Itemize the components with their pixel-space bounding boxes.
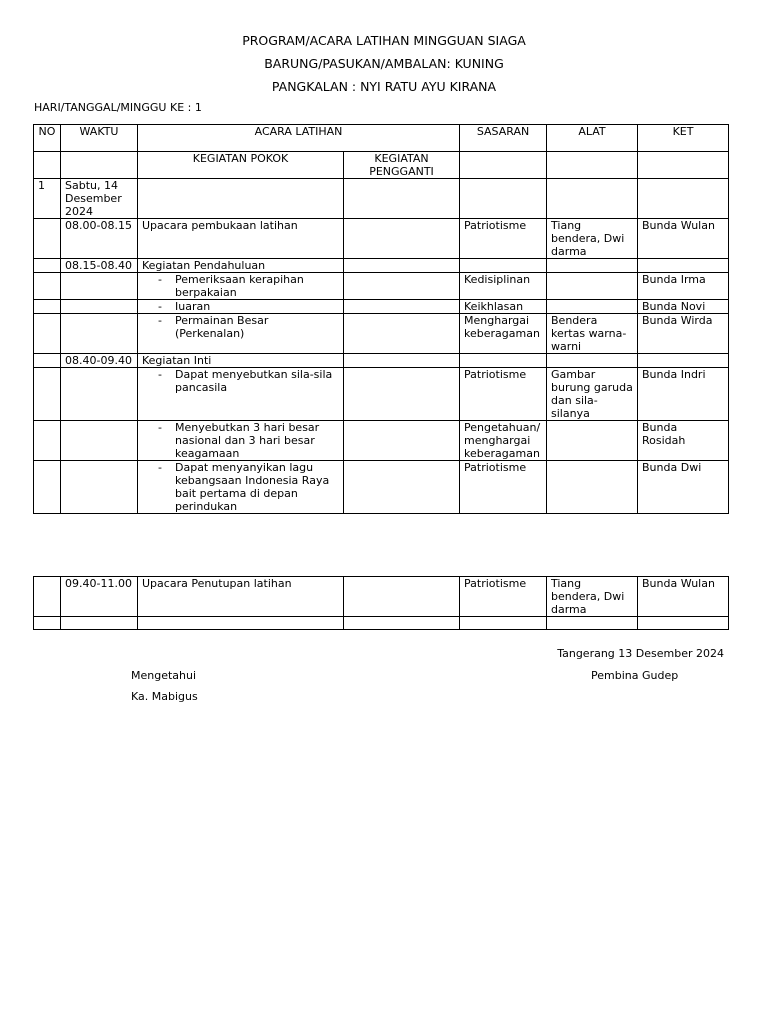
- cell-no: [34, 577, 61, 617]
- cell-ket: Bunda Irma: [638, 273, 729, 300]
- cell-pokok: [138, 273, 344, 300]
- cell-sasaran: [460, 354, 547, 368]
- pembina-label: Pembina Gudep: [591, 669, 679, 682]
- cell-no: 1: [34, 179, 61, 219]
- cell-pengganti: [344, 421, 460, 461]
- document-title: PROGRAM/ACARA LATIHAN MINGGUAN SIAGA: [242, 33, 526, 48]
- table-body: [34, 179, 729, 514]
- place-date: Tangerang 13 Desember 2024: [557, 647, 724, 660]
- table-row: [34, 421, 729, 461]
- cell-alat: [547, 354, 638, 368]
- bullet-dash: -: [158, 421, 162, 434]
- cell-pengganti: [344, 259, 460, 273]
- document-subtitle-base: PANGKALAN : NYI RATU AYU KIRANA: [271, 79, 497, 94]
- header-kegiatan-pengganti: KEGIATAN PENGGANTI: [344, 152, 460, 179]
- cell-waktu: [61, 421, 138, 461]
- bullet-dash: -: [158, 273, 162, 286]
- cell-pengganti: [344, 368, 460, 421]
- cell-pengganti: [344, 219, 460, 259]
- header-kegiatan-pokok: KEGIATAN POKOK: [138, 152, 344, 179]
- cell-waktu: 08.15-08.40: [61, 259, 138, 273]
- table-row: [34, 179, 729, 219]
- table-row: [34, 461, 729, 514]
- cell-alat: Tiang bendera, Dwi darma: [547, 219, 638, 259]
- cell-pokok: [138, 300, 344, 314]
- bullet-dash: -: [158, 368, 162, 381]
- kegiatan-text: Permainan Besar (Perkenalan): [175, 314, 269, 340]
- cell-sasaran: Patriotisme: [460, 461, 547, 514]
- cell-ket: Bunda Wulan: [638, 577, 729, 617]
- cell-waktu: [61, 314, 138, 354]
- cell-sasaran: Keikhlasan: [460, 300, 547, 314]
- date-week-label: HARI/TANGGAL/MINGGU KE : 1: [34, 101, 202, 114]
- cell-alat: [547, 273, 638, 300]
- table-row: [34, 368, 729, 421]
- cell-no: [34, 461, 61, 514]
- cell-ket: Bunda Rosidah: [638, 421, 729, 461]
- cell-pengganti: [344, 354, 460, 368]
- header-sasaran: SASARAN: [460, 125, 547, 152]
- cell-waktu: [61, 300, 138, 314]
- cell-pengganti: [344, 314, 460, 354]
- cell-sasaran: Menghargai keberagaman: [460, 314, 547, 354]
- cell-pokok: [138, 314, 344, 354]
- cell-no: [34, 314, 61, 354]
- cell-pengganti: [344, 461, 460, 514]
- header-alat: ALAT: [547, 125, 638, 152]
- cell-ket: Bunda Indri: [638, 368, 729, 421]
- document-subtitle-unit: BARUNG/PASUKAN/AMBALAN: KUNING: [264, 56, 504, 71]
- cell-waktu: 09.40-11.00: [61, 577, 138, 617]
- cell-alat: Tiang bendera, Dwi darma: [547, 577, 638, 617]
- cell-no: [34, 354, 61, 368]
- table-row: [34, 354, 729, 368]
- cell-pokok: Kegiatan Pendahuluan: [138, 259, 344, 273]
- header-no: NO: [34, 125, 61, 152]
- cell-ket: [638, 179, 729, 219]
- cell-waktu: [61, 368, 138, 421]
- cell-sasaran: Kedisiplinan: [460, 273, 547, 300]
- table-row: [34, 314, 729, 354]
- kegiatan-text: Iuaran: [175, 300, 211, 313]
- cell-alat: Bendera kertas warna-warni: [547, 314, 638, 354]
- bullet-dash: -: [158, 461, 162, 474]
- cell-no: [34, 219, 61, 259]
- cell-sasaran: Patriotisme: [460, 368, 547, 421]
- table-subheader-row: [34, 152, 729, 179]
- table-row: [34, 577, 729, 617]
- cell-no: [34, 421, 61, 461]
- kegiatan-text: Dapat menyebutkan sila-sila pancasila: [175, 368, 333, 394]
- cell-pokok: [138, 461, 344, 514]
- cell-pokok: Upacara pembukaan latihan: [138, 219, 344, 259]
- table-row: [34, 219, 729, 259]
- cell-no: [34, 259, 61, 273]
- cell-pokok: Upacara Penutupan latihan: [138, 577, 344, 617]
- table-row: [34, 273, 729, 300]
- cell-pokok: Kegiatan Inti: [138, 354, 344, 368]
- cell-no: [34, 273, 61, 300]
- cell-waktu: 08.00-08.15: [61, 219, 138, 259]
- table-row-empty: [34, 617, 729, 630]
- schedule-table-continued: [33, 576, 729, 630]
- cell-waktu: [61, 273, 138, 300]
- cell-ket: Bunda Wirda: [638, 314, 729, 354]
- table-row: [34, 300, 729, 314]
- schedule-table: [33, 124, 729, 514]
- cell-ket: [638, 354, 729, 368]
- cell-alat: [547, 461, 638, 514]
- header-ket: KET: [638, 125, 729, 152]
- cell-sasaran: Patriotisme: [460, 219, 547, 259]
- header-acara-latihan: ACARA LATIHAN: [138, 125, 460, 152]
- table-header-row: [34, 125, 729, 152]
- bullet-dash: -: [158, 300, 162, 313]
- cell-waktu: 08.40-09.40: [61, 354, 138, 368]
- cell-no: [34, 368, 61, 421]
- cell-alat: [547, 179, 638, 219]
- cell-waktu: [61, 461, 138, 514]
- cell-pengganti: [344, 179, 460, 219]
- table-body-continued: [34, 577, 729, 630]
- cell-ket: Bunda Dwi: [638, 461, 729, 514]
- kegiatan-text: Menyebutkan 3 hari besar nasional dan 3 hari besar keagamaan: [175, 421, 320, 460]
- header-waktu: WAKTU: [61, 125, 138, 152]
- cell-pokok: [138, 421, 344, 461]
- cell-sasaran: Pengetahuan/ menghargai keberagaman: [460, 421, 547, 461]
- bullet-dash: -: [158, 314, 162, 327]
- cell-pokok: [138, 368, 344, 421]
- cell-ket: Bunda Wulan: [638, 219, 729, 259]
- cell-pengganti: [344, 577, 460, 617]
- kegiatan-text: Dapat menyanyikan lagu kebangsaan Indonesia Raya bait pertama di depan perindukan: [175, 461, 330, 513]
- ka-mabigus-label: Ka. Mabigus: [131, 690, 198, 703]
- cell-pengganti: [344, 273, 460, 300]
- table-row: [34, 259, 729, 273]
- cell-sasaran: Patriotisme: [460, 577, 547, 617]
- cell-pengganti: [344, 300, 460, 314]
- cell-sasaran: [460, 259, 547, 273]
- cell-ket: Bunda Novi: [638, 300, 729, 314]
- cell-sasaran: [460, 179, 547, 219]
- cell-alat: [547, 300, 638, 314]
- cell-alat: Gambar burung garuda dan sila-silanya: [547, 368, 638, 421]
- cell-waktu: Sabtu, 14 Desember 2024: [61, 179, 138, 219]
- mengetahui-label: Mengetahui: [131, 669, 197, 682]
- cell-no: [34, 300, 61, 314]
- cell-alat: [547, 259, 638, 273]
- cell-ket: [638, 259, 729, 273]
- cell-pokok: [138, 179, 344, 219]
- kegiatan-text: Pemeriksaan kerapihan berpakaian: [175, 273, 304, 299]
- cell-alat: [547, 421, 638, 461]
